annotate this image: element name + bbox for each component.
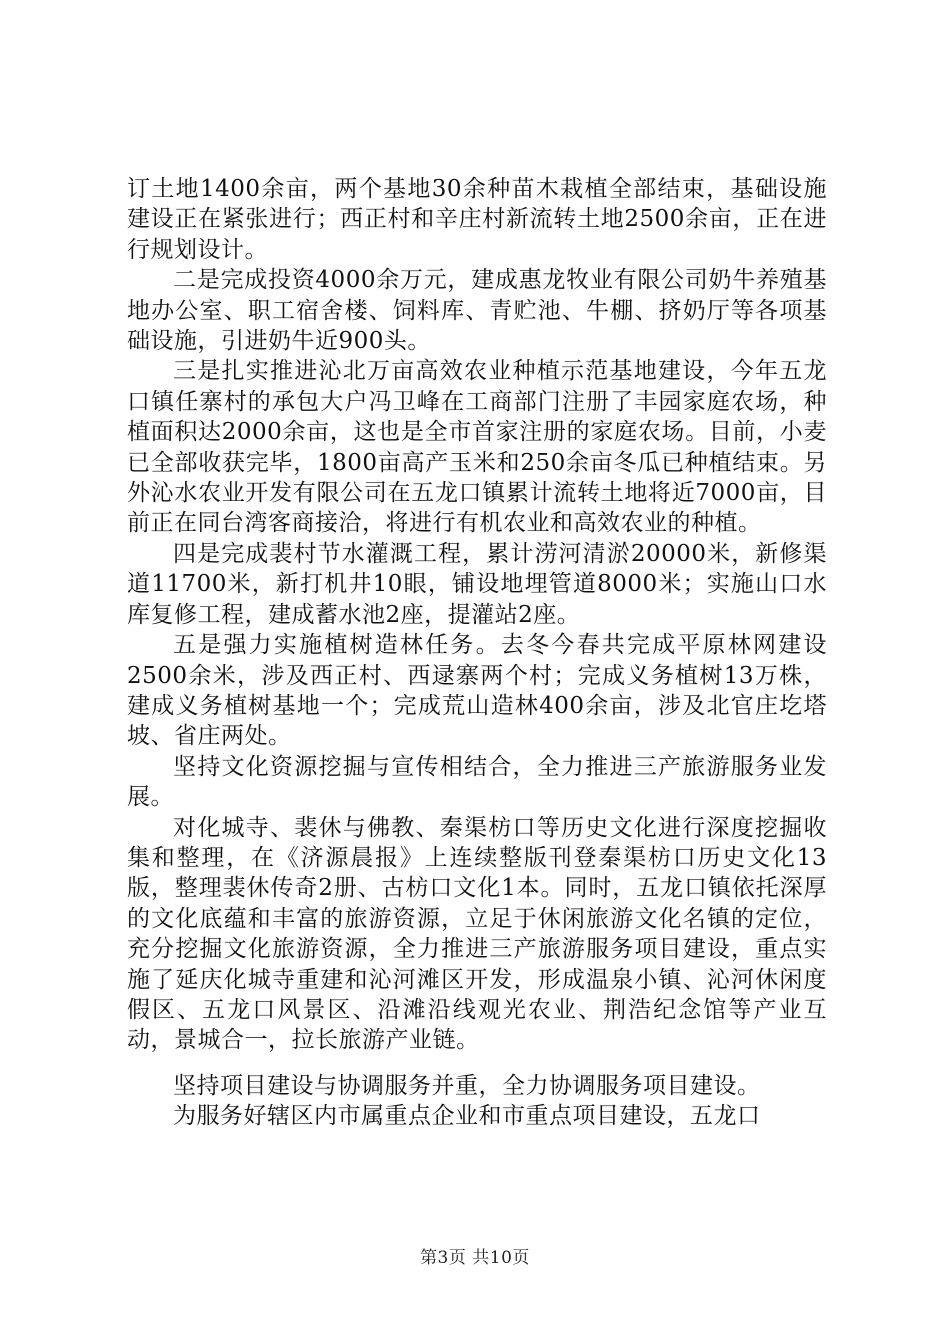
paragraph-culture-tourism: 对化城寺、裴休与佛教、秦渠枋口等历史文化进行深度挖掘收集和整理，在《济源晨报》上连续整版刊登秦渠枋口历史文化13版，整理裴休传奇2册、古枋口文化1本。同时，五龙口镇依托深厚的文化底蕴和丰富的旅游资源，立足于休闲旅游文化名镇的定位，充分挖掘文化旅游资源，全力推进三产旅游服务项目建设，重点实施了延庆化城寺重建和沁河滩区开发，形成温泉小镇、沁河休闲度假区、五龙口风景区、沿滩沿线观光农业、荆浩纪念馆等产业互动，景城合一，拉长旅游产业链。 <box>127 814 827 1054</box>
paragraph-dairy-base: 二是完成投资4000余万元，建成惠龙牧业有限公司奶牛养殖基地办公室、职工宿舍楼、饲料库、青贮池、牛棚、挤奶厅等各项基础设施，引进奶牛近900头。 <box>127 267 827 355</box>
paragraph-efficient-agriculture: 三是扎实推进沁北万亩高效农业种植示范基地建设，今年五龙口镇任寨村的承包大户冯卫峰在工商部门注册了丰园家庭农场，种植面积达2000余亩，这也是全市首家注册的家庭农场。目前，小麦已全部收获完毕，1800亩高产玉米和250余亩冬瓜已种植结束。另外沁水农业开发有限公司在五龙口镇累计流转土地将近7000亩，目前正在同台湾客商接洽，将进行有机农业和高效农业的种植。 <box>127 358 827 537</box>
paragraph-culture-heading: 坚持文化资源挖掘与宣传相结合，全力推进三产旅游服务业发展。 <box>127 753 827 811</box>
paragraph-afforestation: 五是强力实施植树造林任务。去冬今春共完成平原林网建设2500余米，涉及西正村、西逯寨两个村；完成义务植树13万株，建成义务植树基地一个；完成荒山造林400余亩，涉及北官庄圪塔坡、省庄两处。 <box>127 632 827 750</box>
page-number-footer: 第3页 共10页 <box>420 1248 530 1268</box>
paragraph-land-transfer: 订土地1400余亩，两个基地30余种苗木栽植全部结束，基础设施建设正在紧张进行；西正村和辛庄村新流转土地2500余亩，正在进行规划设计。 <box>127 176 827 263</box>
paragraph-project-heading: 坚持项目建设与协调服务并重，全力协调服务项目建设。 <box>173 1072 761 1099</box>
document-body <box>127 174 827 1132</box>
paragraph-irrigation: 四是完成裴村节水灌溉工程，累计涝河清淤20000米，新修渠道11700米，新打机井10眼，铺设地埋管道8000米；实施山口水库复修工程，建成蓄水池2座，提灌站2座。 <box>127 540 827 628</box>
paragraph-project-service: 为服务好辖区内市属重点企业和市重点项目建设，五龙口 <box>173 1103 761 1130</box>
